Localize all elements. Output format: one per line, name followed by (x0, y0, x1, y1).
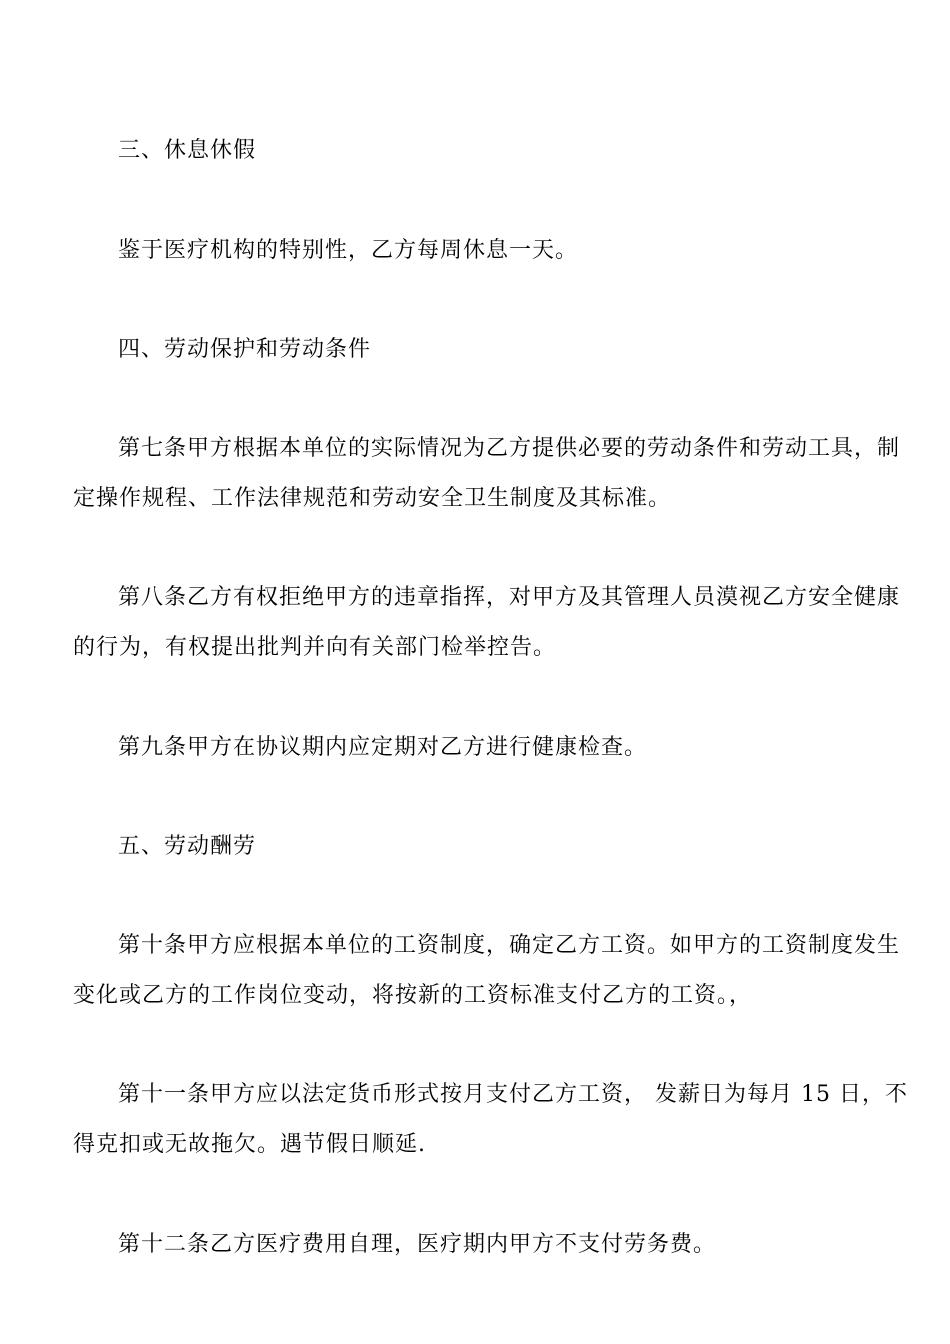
section-heading-remuneration: 五、劳动酬劳 (118, 834, 257, 859)
article-10-line-2: 变化或乙方的工作岗位变动，将按新的工资标准支付乙方的工资。， (73, 983, 753, 1008)
article-8-line-2: 的行为，有权提出批判并向有关部门检举控告。 (73, 635, 557, 660)
section-heading-labor-protection: 四、劳动保护和劳动条件 (118, 337, 372, 362)
article-10-line-1: 第十条甲方应根据本单位的工资制度，确定乙方工资。如甲方的工资制度发生 (118, 933, 901, 958)
article-9: 第九条甲方在协议期内应定期对乙方进行健康检查。 (118, 735, 648, 760)
article-7-line-1: 第七条甲方根据本单位的实际情况为乙方提供必要的劳动条件和劳动工具，制 (118, 436, 901, 461)
article-11-line-2: 得克扣或无故拖欠。遇节假日顺延. (73, 1132, 426, 1157)
article-12: 第十二条乙方医疗费用自理，医疗期内甲方不支付劳务费。 (118, 1232, 717, 1257)
article-7-line-2: 定操作规程、工作法律规范和劳动安全卫生制度及其标准。 (73, 486, 672, 511)
section-heading-rest-leave: 三、休息休假 (118, 138, 257, 163)
article-11-line-1: 第十一条甲方应以法定货币形式按月支付乙方工资， 发薪日为每月 15 日，不 (118, 1082, 908, 1107)
article-8-line-1: 第八条乙方有权拒绝甲方的违章指挥，对甲方及其管理人员漠视乙方安全健康 (118, 585, 901, 610)
paragraph-weekly-rest: 鉴于医疗机构的特别性，乙方每周休息一天。 (118, 238, 579, 263)
